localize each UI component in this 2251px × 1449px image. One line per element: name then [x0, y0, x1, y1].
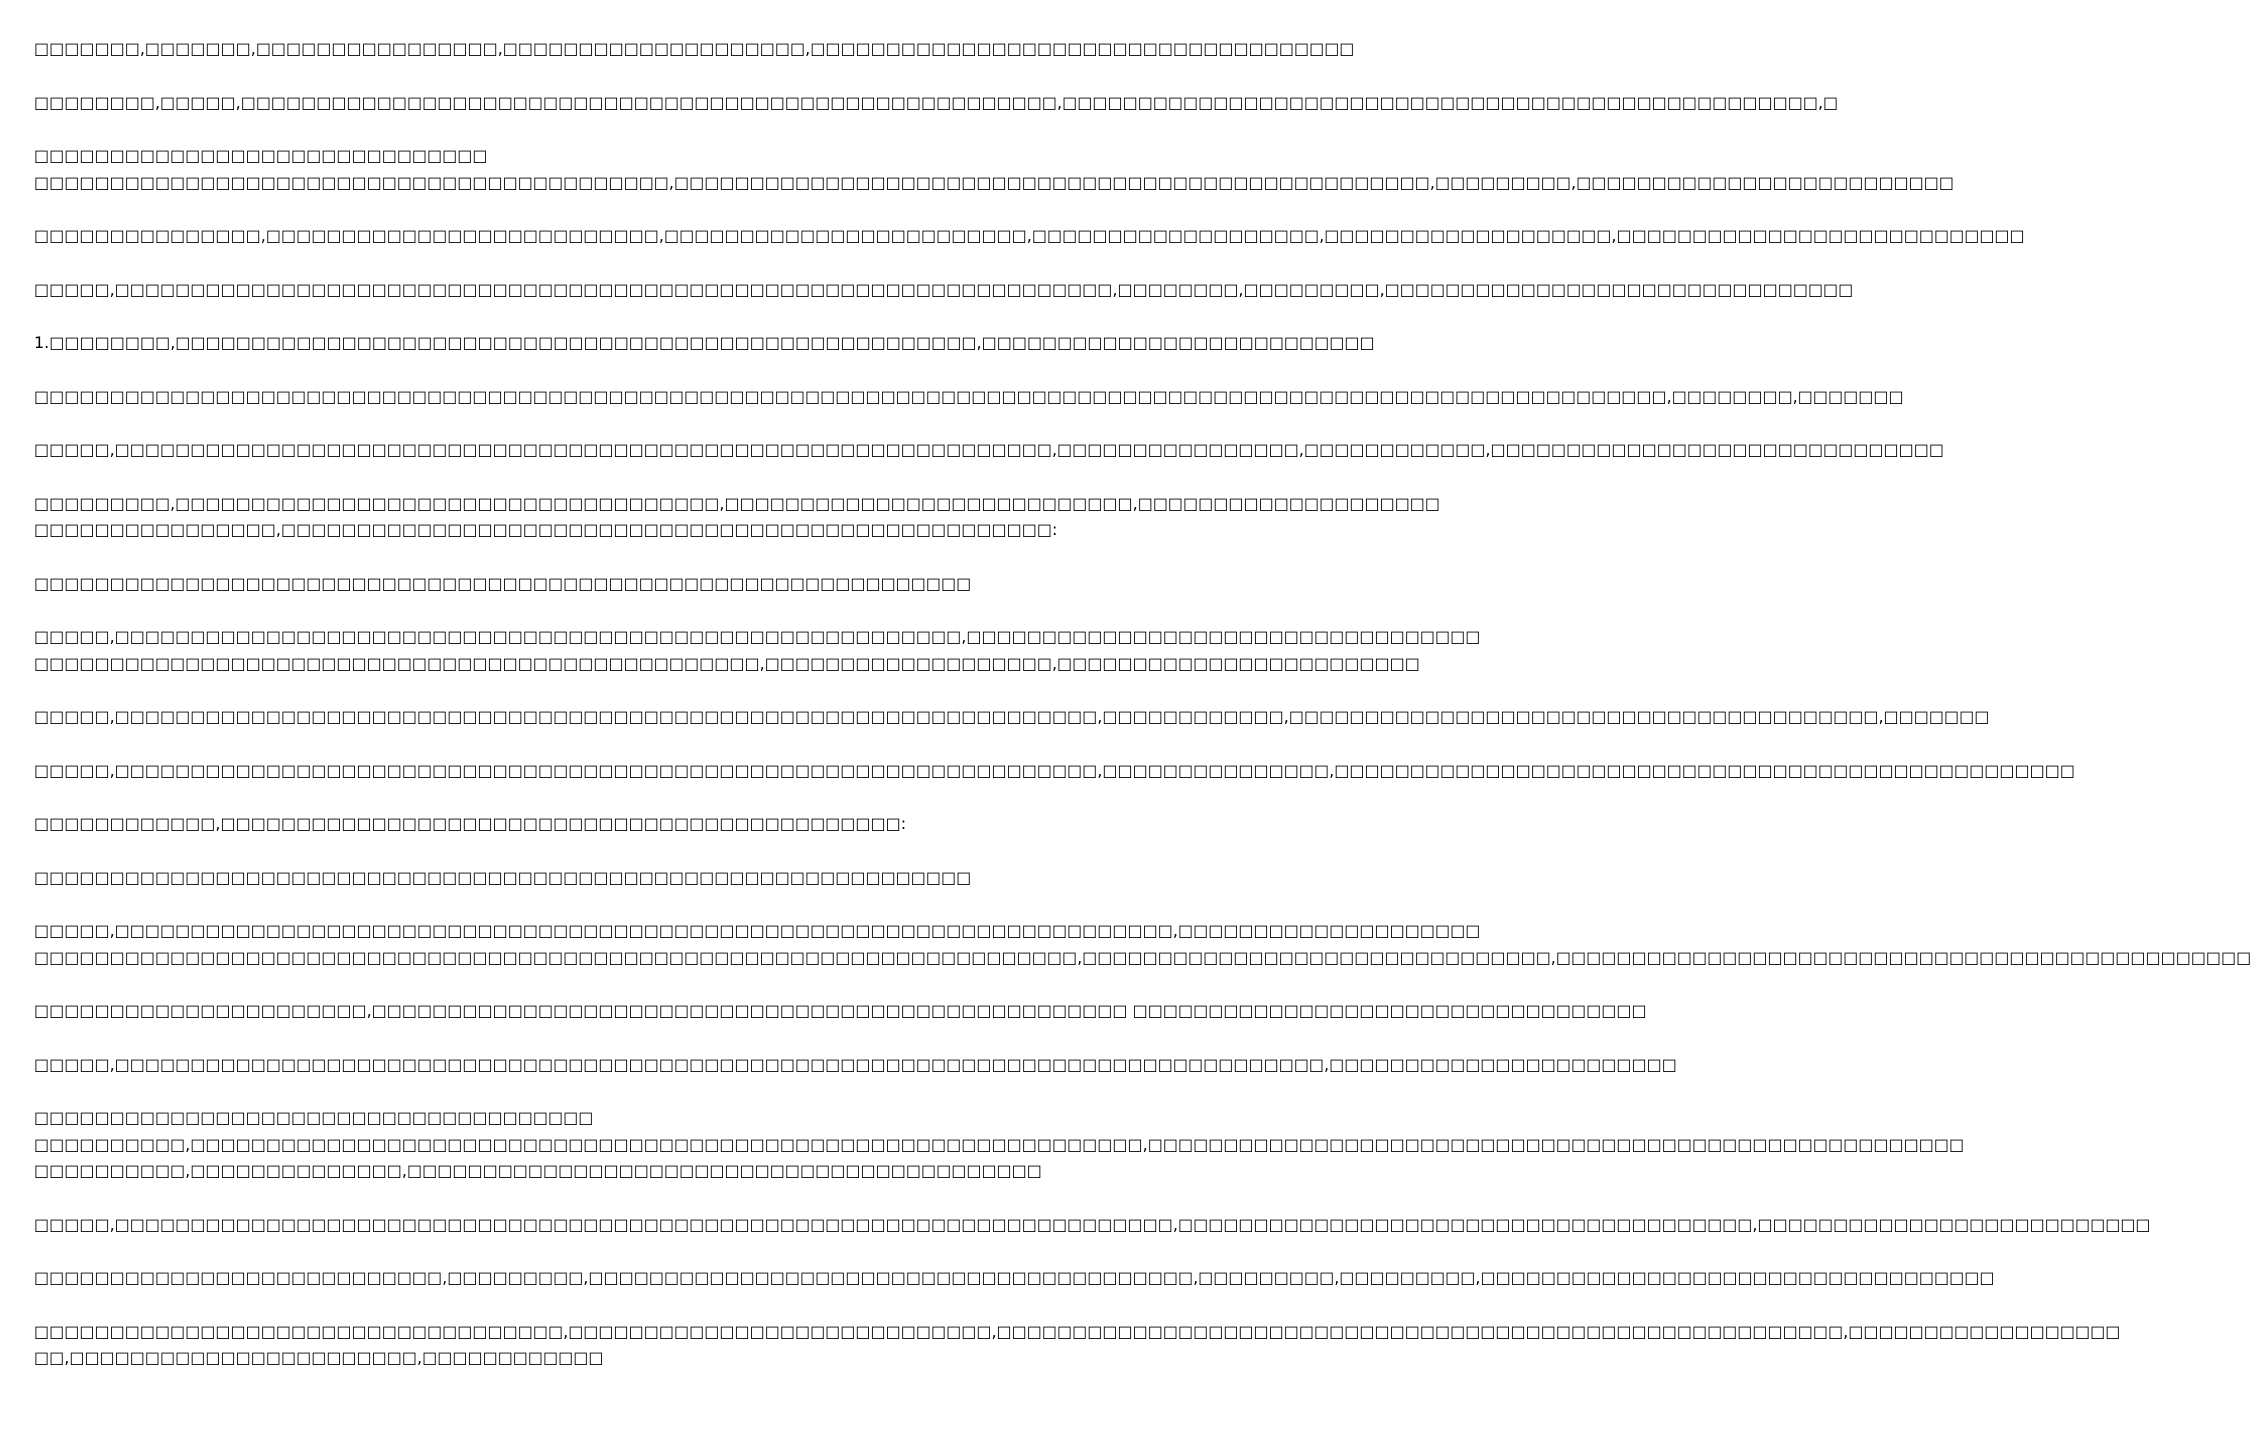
paragraph — [34, 223, 2025, 250]
paragraph-line: □□□□□□□□□□□□□□□□□□□□□□□□□□□□□□□□□□□□□□□□□□□□□□□□□□□□□□□□□□□□□□□□□□□□□,□□□□□□□□□□□□□□□□□□□□□□□□□□□□□□□,□□□□□□□□□□□□□□□□□□□□□□□□□□□□□□□□□□□□□□□□□□□□□□ — [34, 947, 2251, 967]
paragraph — [34, 437, 1944, 464]
paragraph-line: □□□□□,□□□□□□□□□□□□□□□□□□□□□□□□□□□□□□□□□□□□□□□□□□□□□□□□□□□□□□□□□□□□□□□□□□□□□□,□□□□□□□□□□□□□□□□□□□□□□□□□□□□□□□□□□□□□□,□□□□□□□□□□□□□□□□□□□□□□□□□□ — [34, 1214, 2151, 1234]
paragraph — [34, 384, 1904, 411]
paragraph-line: □□□□□,□□□□□□□□□□□□□□□□□□□□□□□□□□□□□□□□□□□□□□□□□□□□□□□□□□□□□□□□□□□□□□□□□□,□□□□□□□□,□□□□□□□□□,□□□□□□□□□□□□□□□□□□□□□□□□□□□□□□□ — [34, 279, 1854, 299]
paragraph-line: □□□□□,□□□□□□□□□□□□□□□□□□□□□□□□□□□□□□□□□□□□□□□□□□□□□□□□□□□□□□□□□□□□□□□□□,□□□□□□□□□□□□□□□,□□□□□□□□□□□□□□□□□□□□□□□□□□□□□□□□□□□□□□□□□□□□□□□□□ — [34, 760, 2075, 780]
paragraph — [34, 36, 1355, 63]
paragraph-line: 1.□□□□□□□□,□□□□□□□□□□□□□□□□□□□□□□□□□□□□□□□□□□□□□□□□□□□□□□□□□□□□□,□□□□□□□□□□□□□□□□□□□□□□□□□□ — [34, 333, 1375, 352]
paragraph-line: □□□□□□□□□□□□□□□□□□□□□□□□□□□□□□□□□□□□□□□□□□□□□□□□□□□□□□□□□□□□□□□□□□□□□□□□□□□□□□□□□□□□□□□□□□□□□□□□□□□□□□□□□□□□,□□□□□□□□,□□□□□□□ — [34, 386, 1904, 406]
paragraph — [34, 998, 1647, 1025]
paragraph-line: □□□□□□□□□□□□□□□□□□□□□□□□□□□□□□□□□□□□□□□□□□□□□□□□□□□□□□□□□□□□□□ — [34, 867, 972, 887]
paragraph — [34, 811, 990, 838]
paragraph-line: □□□□□□□□□□□□□□□□,□□□□□□□□□□□□□□□□□□□□□□□□□□□□□□□□□□□□□□□□□□□□□□□□□□□: — [34, 520, 1058, 539]
paragraph — [34, 918, 2251, 971]
paragraph-line: □□□□□□□□□□□□□□□□□□□□□□□□□□□□□□□□□□□□□□□□□□□□□□□□,□□□□□□□□□□□□□□□□□□□,□□□□□□□□□□□□□□□□□□□□□□□□ — [34, 653, 1420, 673]
paragraph-line: □□□□□□□□□□□□□□□□□□□□□□□□□□□□□□□□□□□□□□□□□□,□□□□□□□□□□□□□□□□□□□□□□□□□□□□□□□□□□□□□□□□□□□□□□□□□□,□□□□□□□□□,□□□□□□□□□□□□□□□□□□□□□□□□□ — [34, 172, 1955, 192]
paragraph — [34, 277, 1854, 304]
paragraph — [34, 330, 1375, 357]
paragraph — [34, 571, 990, 598]
paragraph-line: □□□□□□□□□□,□□□□□□□□□□□□□□□□□□□□□□□□□□□□□□□□□□□□□□□□□□□□□□□□□□□□□□□□□□□□□□□,□□□□□□□□□□□□□□□□□□□□□□□□□□□□□□□□□□□□□□□□□□□□□□□□□□□□□□ — [34, 1134, 1965, 1154]
paragraph-line: □□□□□,□□□□□□□□□□□□□□□□□□□□□□□□□□□□□□□□□□□□□□□□□□□□□□□□□□□□□□□□,□□□□□□□□□□□□□□□□□□□□□□□□□□□□□□□□□□ — [34, 627, 1481, 646]
paragraph — [34, 1265, 1995, 1292]
paragraph-line: □□□□□□□□□□□□□□□□□□□□□□□□□□□□□□□□□□□□□□□□□□□□□□□□□□□□□□□□□□□□□□ — [34, 573, 972, 593]
document-page — [34, 36, 2251, 1426]
paragraph — [34, 865, 990, 892]
paragraph — [34, 704, 1990, 731]
paragraph-line: □□□□□□□□□□□□□□□□□□□□□□□□□□□□□□□□□□□,□□□□□□□□□□□□□□□□□□□□□□□□□□□□,□□□□□□□□□□□□□□□□□□□□□□□□□□□□□□□□□□□□□□□□□□□□□□□□□□□□□□□□,□□□□□□□□□□□□□□□□□□ — [34, 1321, 2121, 1341]
paragraph — [34, 1052, 1677, 1079]
paragraph-line: □□□□□□□□,□□□□□,□□□□□□□□□□□□□□□□□□□□□□□□□□□□□□□□□□□□□□□□□□□□□□□□□□□□□□,□□□□□□□□□□□□□□□□□□□□□□□□□□□□□□□□□□□□□□□□□□□□□□□□□□,□ — [34, 92, 1839, 112]
paragraph — [34, 90, 1839, 117]
paragraph — [34, 1212, 2151, 1239]
paragraph — [34, 1105, 1965, 1185]
paragraph-line: □□□□□□□□□□□□□□□□□□□□□□□□□□□□□□ — [34, 146, 488, 165]
paragraph — [34, 758, 2075, 785]
paragraph — [34, 143, 1955, 196]
paragraph-line: □□□□□□□,□□□□□□□,□□□□□□□□□□□□□□□□,□□□□□□□□□□□□□□□□□□□□,□□□□□□□□□□□□□□□□□□□□□□□□□□□□□□□□□□□□ — [34, 39, 1355, 58]
paragraph — [34, 1319, 2121, 1372]
paragraph — [34, 624, 1481, 677]
paragraph-line: □□□□□□□□□□□□□□□□□□□□□□□□□□□,□□□□□□□□□,□□□□□□□□□□□□□□□□□□□□□□□□□□□□□□□□□□□□□□□□,□□□□□□□□□,□□□□□□□□□,□□□□□□□□□□□□□□□□□□□□□□□□□□□□□□□□□□ — [34, 1268, 1995, 1287]
paragraph-line: □□□□□□□□□□□□□□□□□□□□□□□□□□□□□□□□□□□□□ — [34, 1108, 594, 1127]
paragraph-line: □□□□□,□□□□□□□□□□□□□□□□□□□□□□□□□□□□□□□□□□□□□□□□□□□□□□□□□□□□□□□□□□□□□□□□□□□□□□,□□□□□□□□□□□□□□□□□□□□ — [34, 921, 1481, 940]
paragraph-line: □□□□□,□□□□□□□□□□□□□□□□□□□□□□□□□□□□□□□□□□□□□□□□□□□□□□□□□□□□□□□□□□□□□□□□□,□□□□□□□□□□□□,□□□□□□□□□□□□□□□□□□□□□□□□□□□□□□□□□□□□□□□,□□□□□□□ — [34, 707, 1990, 726]
paragraph-line: □□□□□□□□□□□□,□□□□□□□□□□□□□□□□□□□□□□□□□□□□□□□□□□□□□□□□□□□□□: — [34, 814, 907, 833]
paragraph-line: □□,□□□□□□□□□□□□□□□□□□□□□□□,□□□□□□□□□□□□ — [34, 1348, 604, 1367]
paragraph-line: □□□□□□□□□□□□□□□□□□□□□□,□□□□□□□□□□□□□□□□□□□□□□□□□□□□□□□□□□□□□□□□□□□□□□□□□□ □□□□□□□□□□□□□□□□□□□□□□□□□□□□□□□□□□ — [34, 1001, 1647, 1020]
paragraph-line: □□□□□□□□□□,□□□□□□□□□□□□□□,□□□□□□□□□□□□□□□□□□□□□□□□□□□□□□□□□□□□□□□□□□ — [34, 1161, 1042, 1180]
paragraph-line: □□□□□□□□□□□□□□□,□□□□□□□□□□□□□□□□□□□□□□□□□□,□□□□□□□□□□□□□□□□□□□□□□□□,□□□□□□□□□□□□□□□□□□□,□□□□□□□□□□□□□□□□□□□,□□□□□□□□□□□□□□□□□□□□□□□□□□□ — [34, 226, 2025, 245]
paragraph-line: □□□□□□□□□,□□□□□□□□□□□□□□□□□□□□□□□□□□□□□□□□□□□□,□□□□□□□□□□□□□□□□□□□□□□□□□□□,□□□□□□□□□□□□□□□□□□□□ — [34, 493, 1441, 513]
paragraph — [34, 491, 1441, 544]
paragraph-line: □□□□□,□□□□□□□□□□□□□□□□□□□□□□□□□□□□□□□□□□□□□□□□□□□□□□□□□□□□□□□□□□□□□□□□□□□□□□□□□□□□□□□□,□□□□□□□□□□□□□□□□□□□□□□□ — [34, 1054, 1677, 1074]
paragraph-line: □□□□□,□□□□□□□□□□□□□□□□□□□□□□□□□□□□□□□□□□□□□□□□□□□□□□□□□□□□□□□□□□□□□□,□□□□□□□□□□□□□□□□,□□□□□□□□□□□□,□□□□□□□□□□□□□□□□□□□□□□□□□□□□□□ — [34, 440, 1944, 459]
